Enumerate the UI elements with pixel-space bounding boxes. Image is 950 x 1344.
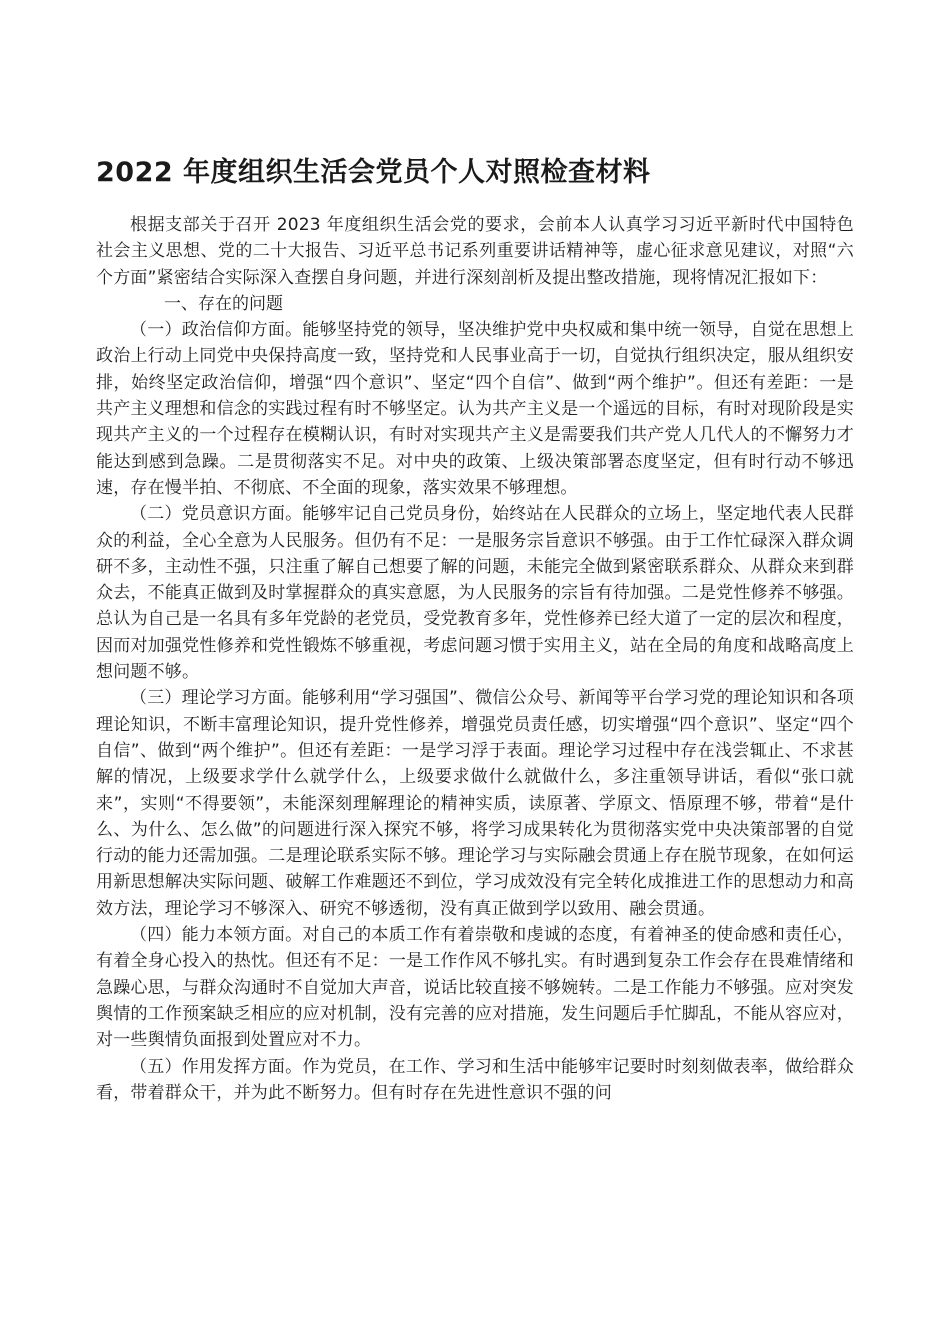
- paragraph-ability: （四）能力本领方面。对自己的本质工作有着崇敬和虔诚的态度，有着神圣的使命感和责任心，有着全身心投入的热忱。但还有不足：一是工作作风不够扎实。有时遇到复杂工作会存在畏难情绪和急躁心思，与群众沟通时不自觉加大声音，说话比较直接不够婉转。二是工作能力不够强。应对突发舆情的工作预案缺乏相应的应对机制，没有完善的应对措施，发生问题后手忙脚乱，不能从容应对，对一些舆情负面报到处置应对不力。: [96, 925, 854, 1051]
- paragraph-political-belief: （一）政治信仰方面。能够坚持党的领导，坚决维护党中央权威和集中统一领导，自觉在思想上政治上行动上同党中央保持高度一致，坚持党和人民事业高于一切，自觉执行组织决定，服从组织安排，始终坚定政治信仰，增强“四个意识”、坚定“四个自信”、做到“两个维护”。但还有差距：一是共产主义理想和信念的实践过程有时不够坚定。认为共产主义是一个遥远的目标，有时对现阶段是实现共产主义的一个过程存在模糊认识，有时对实现共产主义是需要我们共产党人几代人的不懈努力才能达到感到急躁。二是贯彻落实不足。对中央的政策、上级决策部署态度坚定，但有时行动不够迅速，存在慢半拍、不彻底、不全面的现象，落实效果不够理想。: [96, 320, 854, 498]
- paragraph-party-awareness: （二）党员意识方面。能够牢记自己党员身份，始终站在人民群众的立场上，坚定地代表人民群众的利益，全心全意为人民服务。但仍有不足：一是服务宗旨意识不够强。由于工作忙碌深入群众调研不多，主动性不强，只注重了解自己想要了解的问题，未能完全做到紧密联系群众、从群众来到群众去，不能真正做到及时掌握群众的真实意愿，为人民服务的宗旨有待加强。二是党性修养不够强。总认为自己是一名具有多年党龄的老党员，受党教育多年，党性修养已经大道了一定的层次和程度，因而对加强党性修养和党性锻炼不够重视，考虑问题习惯于实用主义，站在全局的角度和战略高度上想问题不够。: [96, 504, 854, 683]
- paragraph-role-play: （五）作用发挥方面。作为党员，在工作、学习和生活中能够牢记要时时刻刻做表率，做给群众看，带着群众干，并为此不断努力。但有时存在先进性意识不强的问: [96, 1056, 854, 1103]
- section-heading-problems: 一、存在的问题: [164, 293, 283, 314]
- paragraph-theory-study: （三）理论学习方面。能够利用“学习强国”、微信公众号、新闻等平台学习党的理论知识和各项理论知识，不断丰富理论知识，提升党性修养，增强党员责任感，切实增强“四个意识”、坚定“四个自信”、做到“两个维护”。但还有差距：一是学习浮于表面。理论学习过程中存在浅尝辄止、不求甚解的情况，上级要求学什么就学什么，上级要求做什么就做什么，多注重领导讲话，看似“张口就来”，实则“不得要领”，未能深刻理解理论的精神实质，读原著、学原文、悟原理不够，带着“是什么、为什么、怎么做”的问题进行深入探究不够，将学习成果转化为贯彻落实党中央决策部署的自觉行动的能力还需加强。二是理论联系实际不够。理论学习与实际融会贯通上存在脱节现象，在如何运用新思想解决实际问题、破解工作难题还不到位，学习成效没有完全转化成推进工作的思想动力和高效方法，理论学习不够深入、研究不够透彻，没有真正做到学以致用、融会贯通。: [96, 688, 854, 919]
- document-body: [96, 150, 854, 1106]
- document-title: 2022 年度组织生活会党员个人对照检查材料: [96, 157, 651, 188]
- intro-paragraph: 根据支部关于召开 2023 年度组织生活会党的要求，会前本人认真学习习近平新时代中国特色社会主义思想、党的二十大报告、习近平总书记系列重要讲话精神等，虚心征求意见建议，对照“六个方面”紧密结合实际深入查摆自身问题，并进行深刻剖析及提出整改措施，现将情况汇报如下：: [96, 215, 854, 288]
